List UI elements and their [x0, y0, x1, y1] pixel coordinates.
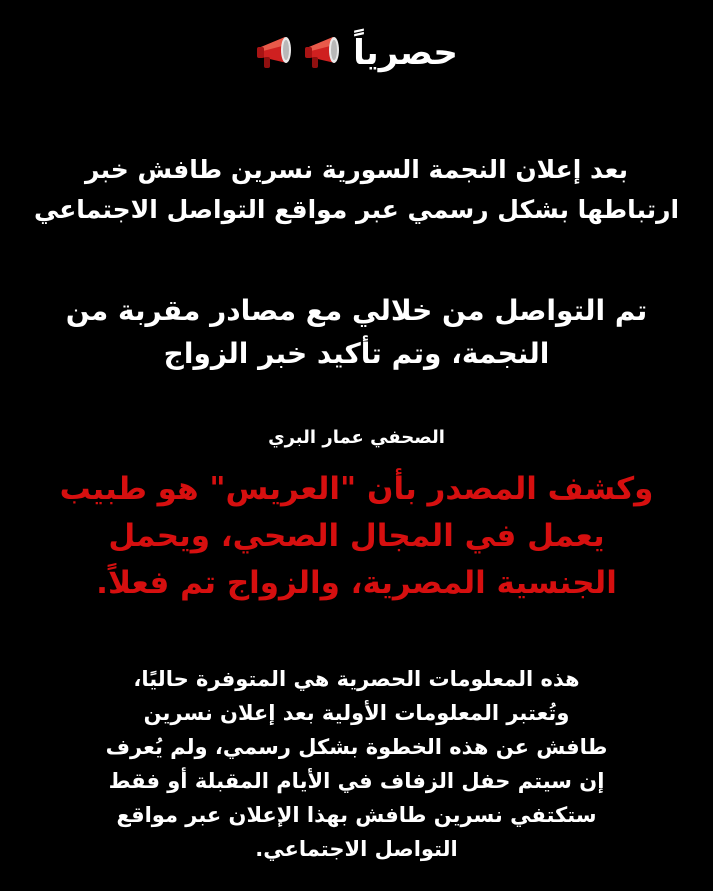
reveal-line: وكشف المصدر بأن "العريس" هو طبيب [59, 471, 654, 507]
header [0, 28, 713, 78]
info-paragraph [0, 662, 713, 866]
reveal-line: يعمل في المجال الصحي، ويحمل [108, 518, 605, 554]
info-line: هذه المعلومات الحصرية هي المتوفرة حاليًا، [133, 667, 580, 691]
page-title: حصرياً [353, 33, 458, 73]
intro-line: بعد إعلان النجمة السورية نسرين طافش خبر [85, 155, 628, 184]
reveal-line: الجنسية المصرية، والزواج تم فعلاً. [96, 565, 617, 601]
info-line: طافش عن هذه الخطوة بشكل رسمي، ولم يُعرف [105, 735, 608, 759]
intro-line: ارتباطها بشكل رسمي عبر مواقع التواصل الاجتماعي [33, 195, 680, 224]
reveal-paragraph [0, 466, 713, 607]
confirmation-line: تم التواصل من خلالي مع مصادر مقربة من [65, 294, 648, 327]
journalist-credit: الصحفي عمار البري [268, 427, 445, 448]
megaphone-icons [255, 35, 345, 71]
intro-paragraph [0, 150, 713, 230]
megaphone-icon [303, 35, 345, 71]
info-line: التواصل الاجتماعي. [255, 837, 458, 861]
info-line: إن سيتم حفل الزفاف في الأيام المقبلة أو فقط [108, 769, 605, 793]
megaphone-icon [255, 35, 297, 71]
confirmation-line: النجمة، وتم تأكيد خبر الزواج [163, 337, 550, 370]
confirmation-paragraph [0, 289, 713, 375]
info-line: ستكتفي نسرين طافش بهذا الإعلان عبر مواقع [116, 803, 597, 827]
info-line: وتُعتبر المعلومات الأولية بعد إعلان نسرين [143, 701, 570, 725]
